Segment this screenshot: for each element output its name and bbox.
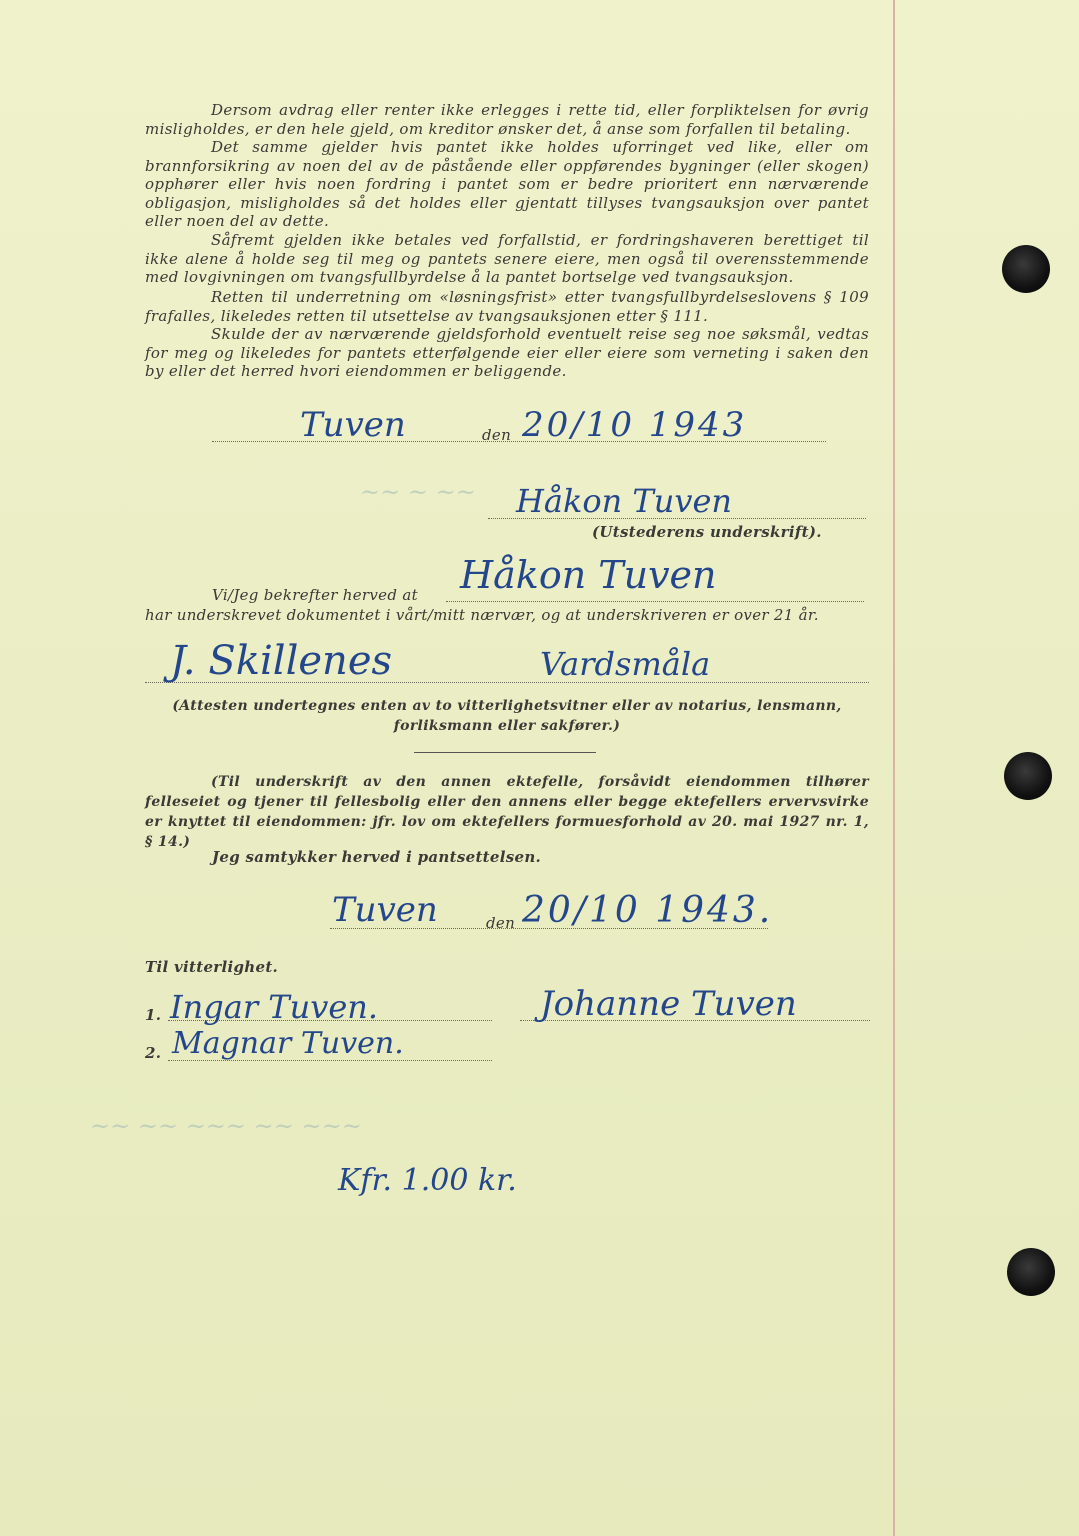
witness-statement-line2: har underskrevet dokumentet i vårt/mitt nærvær, og at underskriveren er over 21 år. bbox=[145, 606, 819, 624]
punch-hole-bottom bbox=[1007, 1248, 1055, 1296]
terms-paragraph-4: Retten til underretning om «løsningsfrist» etter tvangsfullbyrdelseslovens § 109 frafalles, likeledes retten til utsettelse av tvangsauksjonen etter § 111. bbox=[145, 288, 869, 325]
date-2-handwritten: 20/10 1943. bbox=[522, 890, 774, 931]
bleed-through-mark-lower: ~~ ~~ ~~~ ~~ ~~~ bbox=[90, 1112, 362, 1140]
witness-statement-line1: Vi/Jeg bekrefter herved at bbox=[212, 586, 418, 604]
spouse-note: (Til underskrift av den annen ektefelle, forsåvidt eiendommen tilhører felleseiet og tjener til fellesbolig eller den annens eller begge ektefellers ervervsvirke er knyttet til eiendommen: jfr. lov om ektefellers formuesforhold av 20. mai 1927 nr. 1, § 14.) bbox=[145, 774, 869, 850]
place-handwritten: Tuven bbox=[300, 405, 406, 445]
witness-label: Til vitterlighet. bbox=[145, 958, 279, 976]
margin-rule bbox=[893, 0, 895, 1536]
issuer-signature: Håkon Tuven bbox=[516, 482, 732, 520]
den-2-label: den bbox=[486, 914, 516, 932]
terms-paragraph-3: Såfremt gjelden ikke betales ved forfallstid, er fordringshaveren berettiget til ikke alene å holde seg til meg og pantets senere eiere, men også til overensstemmende med lovgivningen om tvangsfullbyrdelse å la pantet bortselge ved tvangsauksjon. bbox=[145, 231, 869, 286]
witness-2-signature: Magnar Tuven. bbox=[172, 1026, 404, 1061]
place-2-handwritten: Tuven bbox=[332, 890, 438, 930]
attestation-place: Vardsmåla bbox=[540, 645, 711, 683]
terms-paragraph-5: Skulde der av nærværende gjeldsforhold eventuelt reise seg noe søksmål, vedtas for meg og likeledes for pantets etterfølgende eier eller eiere som verneting i saken den by eller det herred hvori eiendommen er beliggende. bbox=[145, 325, 869, 380]
consent-text: Jeg samtykker herved i pantsettelsen. bbox=[212, 848, 542, 866]
witness-number-2: 2. bbox=[145, 1044, 162, 1062]
witness-1-signature: Ingar Tuven. bbox=[170, 988, 379, 1026]
date-handwritten: 20/10 1943 bbox=[522, 405, 748, 445]
attestation-note: (Attesten undertegnes enten av to vitterlighetsvitner eller av notarius, lensmann, forliksmann eller sakfører.) bbox=[172, 698, 842, 734]
witness-name-line bbox=[446, 601, 864, 602]
attestation-signature: J. Skillenes bbox=[170, 638, 393, 684]
bleed-through-mark: ~~ ~ ~~ bbox=[360, 478, 476, 506]
terms-paragraph-1: Dersom avdrag eller renter ikke erlegges i rette tid, eller forpliktelsen for øvrig misligholdes, er den hele gjeld, om kreditor ønsker det, å anse som forfallen til betaling. bbox=[145, 101, 869, 138]
terms-paragraph-2: Det samme gjelder hvis pantet ikke holdes uforringet ved like, eller om brannforsikring av noen del av de påstående eller oppførendes bygninger (eller skogen) opphører eller hvis noen fordring i pantet som er bedre prioritert enn nærværende obligasjon, misligholdes så det holdes eller gjentatt tillyses tvangsauksjon over pantet eller noen del av dette. bbox=[145, 138, 869, 230]
section-divider bbox=[414, 752, 596, 753]
issuer-caption: (Utstederens underskrift). bbox=[592, 523, 822, 541]
den-label: den bbox=[482, 426, 512, 444]
witness-number-1: 1. bbox=[145, 1006, 162, 1024]
punch-hole-top bbox=[1002, 245, 1050, 293]
witness-statement-name: Håkon Tuven bbox=[460, 553, 717, 597]
spouse-signature: Johanne Tuven bbox=[540, 984, 797, 1024]
fee-note: Kfr. 1.00 kr. bbox=[338, 1163, 517, 1198]
punch-hole-middle bbox=[1004, 752, 1052, 800]
